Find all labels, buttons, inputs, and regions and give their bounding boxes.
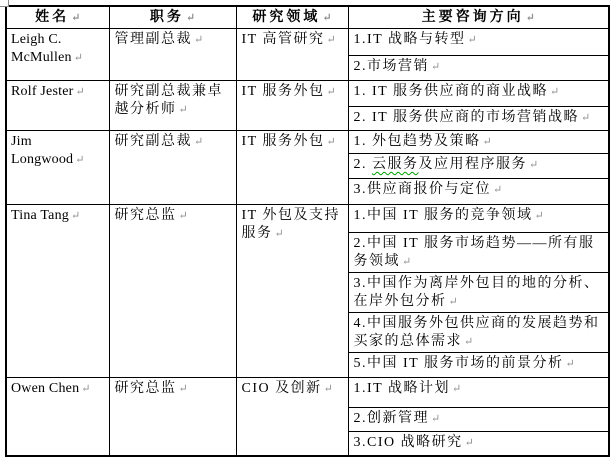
header-row <box>6 6 609 29</box>
paragraph-mark-icon: ↵ <box>81 383 91 395</box>
paragraph-mark-icon: ↵ <box>322 12 332 24</box>
paragraph-mark-icon: ↵ <box>525 12 535 24</box>
direction-cell[interactable] <box>348 378 609 408</box>
paragraph-mark-icon: ↵ <box>71 210 81 222</box>
direction-text: 2. <box>353 157 372 172</box>
direction-cell[interactable] <box>348 107 609 131</box>
analyst-title: 研究总监 <box>114 381 177 396</box>
analyst-title-cell[interactable] <box>109 378 236 456</box>
analyst-field: IT 服务外包 <box>241 134 325 149</box>
direction-text: 2.市场营销 <box>353 59 429 74</box>
paragraph-mark-icon: ↵ <box>194 136 204 148</box>
direction-cell[interactable] <box>348 408 609 432</box>
analyst-field: CIO 及创新 <box>241 381 322 396</box>
paragraph-mark-icon: ↵ <box>448 296 458 308</box>
direction-text: 2.中国 IT 服务市场趋势——所有服务领域 <box>353 236 595 269</box>
analyst-title-cell[interactable] <box>109 29 236 81</box>
column-header-name[interactable] <box>6 6 109 29</box>
direction-text: 及应用程序服务 <box>418 157 527 172</box>
analyst-name-cell[interactable] <box>6 205 109 378</box>
direction-cell[interactable] <box>348 313 609 353</box>
direction-text: 1. IT 服务供应商的商业战略 <box>353 84 548 99</box>
analyst-field-cell[interactable] <box>236 378 348 456</box>
table-row <box>6 81 609 107</box>
analyst-name: Jim Longwood <box>11 134 74 167</box>
analyst-field-cell[interactable] <box>236 29 348 81</box>
analyst-field: IT 外包及支持服务 <box>241 208 340 241</box>
direction-text: 1.IT 战略与转型 <box>353 32 466 47</box>
paragraph-mark-icon: ↵ <box>178 104 188 116</box>
header-label: 姓名 <box>35 10 70 25</box>
column-header-directions[interactable] <box>348 6 609 29</box>
paragraph-mark-icon: ↵ <box>464 437 474 449</box>
paragraph-mark-icon: ↵ <box>580 112 591 124</box>
direction-cell[interactable] <box>348 154 609 179</box>
header-label: 研究领域 <box>252 10 321 25</box>
direction-text: 1.IT 战略计划 <box>353 381 450 396</box>
analyst-name-cell[interactable] <box>6 378 109 456</box>
table-move-handle[interactable] <box>0 0 9 7</box>
direction-text: 3.中国作为离岸外包目的地的分析、在岸外包分析 <box>353 276 600 309</box>
paragraph-mark-icon: ↵ <box>73 52 83 64</box>
analyst-title-cell[interactable] <box>109 81 236 131</box>
direction-text: 1. 外包趋势及策略 <box>353 134 481 149</box>
analyst-field: IT 服务外包 <box>241 84 325 99</box>
paragraph-mark-icon: ↵ <box>464 336 474 348</box>
paragraph-mark-icon: ↵ <box>274 228 284 240</box>
paragraph-mark-icon: ↵ <box>493 184 503 196</box>
column-header-field[interactable] <box>236 6 348 29</box>
direction-text: 4.中国服务外包供应商的发展趋势和买家的总体需求 <box>353 316 600 349</box>
paragraph-mark-icon: ↵ <box>178 210 188 222</box>
direction-cell[interactable] <box>348 29 609 56</box>
paragraph-mark-icon: ↵ <box>75 86 85 98</box>
analyst-name-cell[interactable] <box>6 131 109 205</box>
paragraph-mark-icon: ↵ <box>402 256 412 268</box>
direction-cell[interactable] <box>348 131 609 154</box>
analyst-name: Rolf Jester <box>11 84 74 99</box>
paragraph-mark-icon: ↵ <box>326 86 336 98</box>
paragraph-mark-icon: ↵ <box>326 34 336 46</box>
direction-cell[interactable] <box>348 56 609 81</box>
direction-text: 2. IT 服务供应商的市场营销战略 <box>353 110 579 125</box>
table-row <box>6 131 609 154</box>
column-header-title[interactable] <box>109 6 236 29</box>
direction-cell[interactable] <box>348 205 609 233</box>
direction-text: 1.中国 IT 服务的竞争领域 <box>353 208 533 223</box>
paragraph-mark-icon: ↵ <box>178 383 188 395</box>
analyst-field-cell[interactable] <box>236 81 348 131</box>
direction-text: 5.中国 IT 服务市场的前景分析 <box>353 356 564 371</box>
table-row <box>6 29 609 56</box>
paragraph-mark-icon: ↵ <box>323 383 333 395</box>
misspelled-text: 云服务 <box>372 157 419 172</box>
analyst-title-cell[interactable] <box>109 131 236 205</box>
paragraph-mark-icon: ↵ <box>467 34 477 46</box>
paragraph-mark-icon: ↵ <box>529 159 539 171</box>
direction-text: 3.供应商报价与定位 <box>353 182 491 197</box>
direction-text: 2.创新管理 <box>353 411 429 426</box>
direction-cell[interactable] <box>348 81 609 107</box>
paragraph-mark-icon: ↵ <box>326 136 336 148</box>
paragraph-mark-icon: ↵ <box>185 12 196 24</box>
analyst-name: Tina Tang <box>11 208 69 223</box>
analyst-name-cell[interactable] <box>6 81 109 131</box>
paragraph-mark-icon: ↵ <box>71 12 81 24</box>
table-row <box>6 378 609 408</box>
paragraph-mark-icon: ↵ <box>482 136 492 148</box>
direction-cell[interactable] <box>348 353 609 378</box>
paragraph-mark-icon: ↵ <box>194 34 204 46</box>
table-row <box>6 205 609 233</box>
consultants-table <box>5 5 610 457</box>
direction-cell[interactable] <box>348 179 609 205</box>
paragraph-mark-icon: ↵ <box>565 358 575 370</box>
analyst-title-cell[interactable] <box>109 205 236 378</box>
analyst-field-cell[interactable] <box>236 205 348 378</box>
analyst-title: 研究副总裁兼卓越分析师 <box>114 84 223 117</box>
direction-cell[interactable] <box>348 273 609 313</box>
header-label: 职务 <box>149 10 184 25</box>
analyst-name-cell[interactable] <box>6 29 109 81</box>
paragraph-mark-icon: ↵ <box>431 413 441 425</box>
analyst-title: 研究副总裁 <box>114 134 192 149</box>
direction-cell[interactable] <box>348 233 609 273</box>
header-label: 主要咨询方向 <box>421 10 524 25</box>
paragraph-mark-icon: ↵ <box>431 61 441 73</box>
paragraph-mark-icon: ↵ <box>534 210 544 222</box>
analyst-name: Owen Chen <box>11 381 80 396</box>
direction-text: 3.CIO 战略研究 <box>353 435 463 450</box>
paragraph-mark-icon: ↵ <box>549 86 560 98</box>
analyst-field: IT 高管研究 <box>241 32 325 47</box>
analyst-name: Leigh C. McMullen <box>11 32 72 65</box>
paragraph-mark-icon: ↵ <box>75 154 85 166</box>
paragraph-mark-icon: ↵ <box>451 383 462 395</box>
analyst-field-cell[interactable] <box>236 131 348 205</box>
analyst-title: 管理副总裁 <box>114 32 192 47</box>
analyst-title: 研究总监 <box>114 208 177 223</box>
